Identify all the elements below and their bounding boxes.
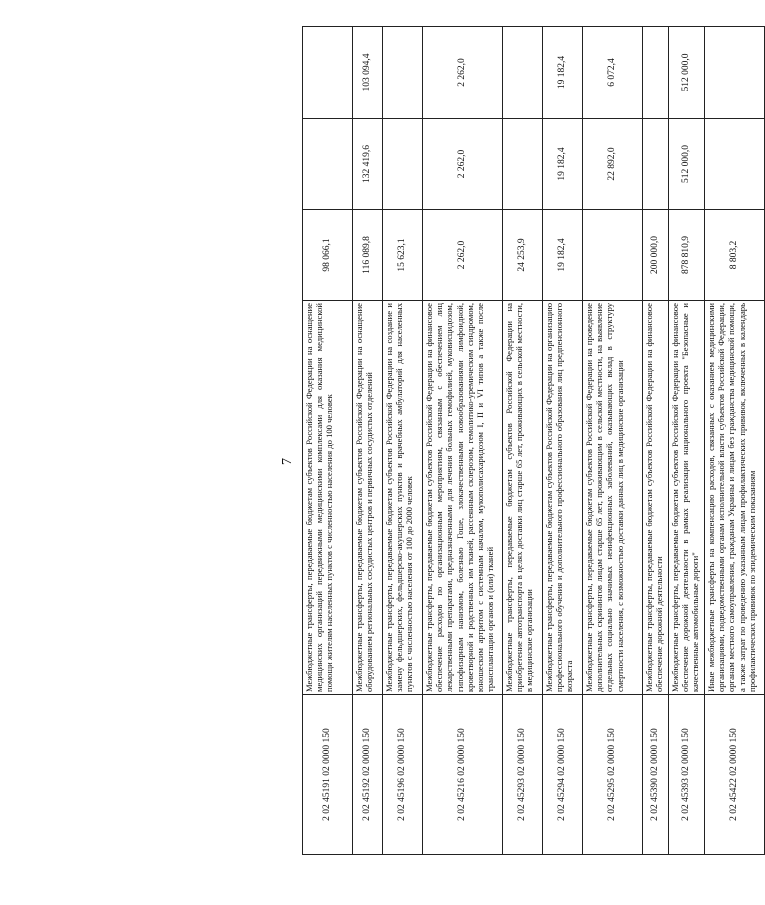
amount-year-1: 2 262,0 xyxy=(423,210,503,301)
amount-year-3 xyxy=(303,27,353,119)
row-description: Иные межбюджетные трансферты на компенсацию расходов, связанных с оказанием медицинскими организациями, подведомственными органам исполнительной власти субъектов Российской Федерации, органам местного самоуправления, гражданам Украины и лицам без гражданства медицинской помощи, а также затрат по проведению указанным лицам профилактических прививок, включенных в календарь профилактических прививок по эпидемическим показаниям xyxy=(705,301,765,695)
budget-code: 2 02 45293 02 0000 150 xyxy=(503,695,543,855)
amount-year-2: 512 000,0 xyxy=(669,119,705,210)
amount-year-3: 6 072,4 xyxy=(583,27,643,119)
budget-code: 2 02 45191 02 0000 150 xyxy=(303,695,353,855)
budget-code: 2 02 45393 02 0000 150 xyxy=(669,695,705,855)
amount-year-3 xyxy=(705,27,765,119)
amount-year-2: 19 182,4 xyxy=(543,119,583,210)
table-row xyxy=(669,27,705,855)
budget-code: 2 02 45216 02 0000 150 xyxy=(423,695,503,855)
amount-year-2 xyxy=(383,119,423,210)
budget-code: 2 02 45422 02 0000 150 xyxy=(705,695,765,855)
budget-code: 2 02 45295 02 0000 150 xyxy=(583,695,643,855)
amount-year-1: 19 182,4 xyxy=(543,210,583,301)
amount-year-1: 15 623,1 xyxy=(383,210,423,301)
row-description: Межбюджетные трансферты, передаваемые бюджетам субъектов Российской Федерации на приобретение автотранспорта в целях доставки лиц старше 65 лет, проживающих в сельской местности, в медицинские организации xyxy=(503,301,543,695)
page-number: 7 xyxy=(280,458,295,465)
table-row xyxy=(705,27,765,855)
amount-year-3: 19 182,4 xyxy=(543,27,583,119)
amount-year-1: 98 066,1 xyxy=(303,210,353,301)
row-description: Межбюджетные трансферты, передаваемые бюджетам субъектов Российской Федерации на оснащение оборудованием региональных сосудистых центров и первичных сосудистых отделений xyxy=(353,301,383,695)
amount-year-1: 200 000,0 xyxy=(643,210,669,301)
row-description: Межбюджетные трансферты, передаваемые бюджетам субъектов Российской Федерации на создание и замену фельдшерских, фельдшерско-акушерских пунктов и врачебных амбулаторий для населенных пунктов с численностью населения от 100 до 2000 человек xyxy=(383,301,423,695)
amount-year-1: 24 253,9 xyxy=(503,210,543,301)
amount-year-3 xyxy=(503,27,543,119)
amount-year-1: 8 803,2 xyxy=(705,210,765,301)
amount-year-2 xyxy=(705,119,765,210)
amount-year-3 xyxy=(643,27,669,119)
row-description: Межбюджетные трансферты, передаваемые бюджетам субъектов Российской Федерации на оснащение медицинских организаций передвижными медицинскими комплексами для оказания медицинской помощи жителям населенных пунктов с численностью населения до 100 человек xyxy=(303,301,353,695)
amount-year-2: 132 419,6 xyxy=(353,119,383,210)
budget-code: 2 02 45196 02 0000 150 xyxy=(383,695,423,855)
amount-year-2 xyxy=(643,119,669,210)
table-row xyxy=(503,27,543,855)
amount-year-1 xyxy=(583,210,643,301)
row-description: Межбюджетные трансферты, передаваемые бюджетам субъектов Российской Федерации на финансовое обеспечение дорожной деятельности в рамках реализации национального проекта "Безопасные и качественные автомобильные дороги" xyxy=(669,301,705,695)
row-description: Межбюджетные трансферты, передаваемые бюджетам субъектов Российской Федерации на финансовое обеспечение дорожной деятельности xyxy=(643,301,669,695)
table-row xyxy=(303,27,353,855)
amount-year-2: 2 262,0 xyxy=(423,119,503,210)
amount-year-3: 103 094,4 xyxy=(353,27,383,119)
table-row xyxy=(383,27,423,855)
table-row xyxy=(543,27,583,855)
amount-year-1: 116 089,8 xyxy=(353,210,383,301)
table-row xyxy=(423,27,503,855)
table-row xyxy=(583,27,643,855)
amount-year-1: 878 810,9 xyxy=(669,210,705,301)
row-description: Межбюджетные трансферты, передаваемые бюджетам субъектов Российской Федерации на финансовое обеспечение расходов по организационным мероприятиям, связанным с обеспечением лиц лекарственными препаратами, предназначенными для лечения больных гемофилией, муковисцидозом, гипофизарным нанизмом, болезнью Гоше, злокачественными новообразованиями лимфоидной, кроветворной и родственных им тканей, рассеянным склерозом, гемолитико-уремическим синдромом, юношеским артритом с системным началом, мукополисахаридозом I, II и VI типов а также после трансплантации органов и (или) тканей xyxy=(423,301,503,695)
table-row xyxy=(643,27,669,855)
budget-code: 2 02 45192 02 0000 150 xyxy=(353,695,383,855)
amount-year-3 xyxy=(383,27,423,119)
row-description: Межбюджетные трансферты, передаваемые бюджетам субъектов Российской Федерации на организацию профессионального обучения и дополнительного профессионального образования лиц предпенсионного возраста xyxy=(543,301,583,695)
budget-table xyxy=(302,26,765,855)
table-row xyxy=(353,27,383,855)
budget-code: 2 02 45390 02 0000 150 xyxy=(643,695,669,855)
budget-code: 2 02 45294 02 0000 150 xyxy=(543,695,583,855)
amount-year-2 xyxy=(303,119,353,210)
amount-year-2: 22 892,0 xyxy=(583,119,643,210)
row-description: Межбюджетные трансферты, передаваемые бюджетам субъектов Российской Федерации на проведение дополнительных скринингов лицам старше 65 лет, проживающим в сельской местности, на выявление отдельных социально значимых неинфекционных заболеваний, оказывающих вклад в структуру смертности населения, с возможностью доставки данных лиц в медицинские организации xyxy=(583,301,643,695)
amount-year-3: 512 000,0 xyxy=(669,27,705,119)
amount-year-2 xyxy=(503,119,543,210)
amount-year-3: 2 262,0 xyxy=(423,27,503,119)
